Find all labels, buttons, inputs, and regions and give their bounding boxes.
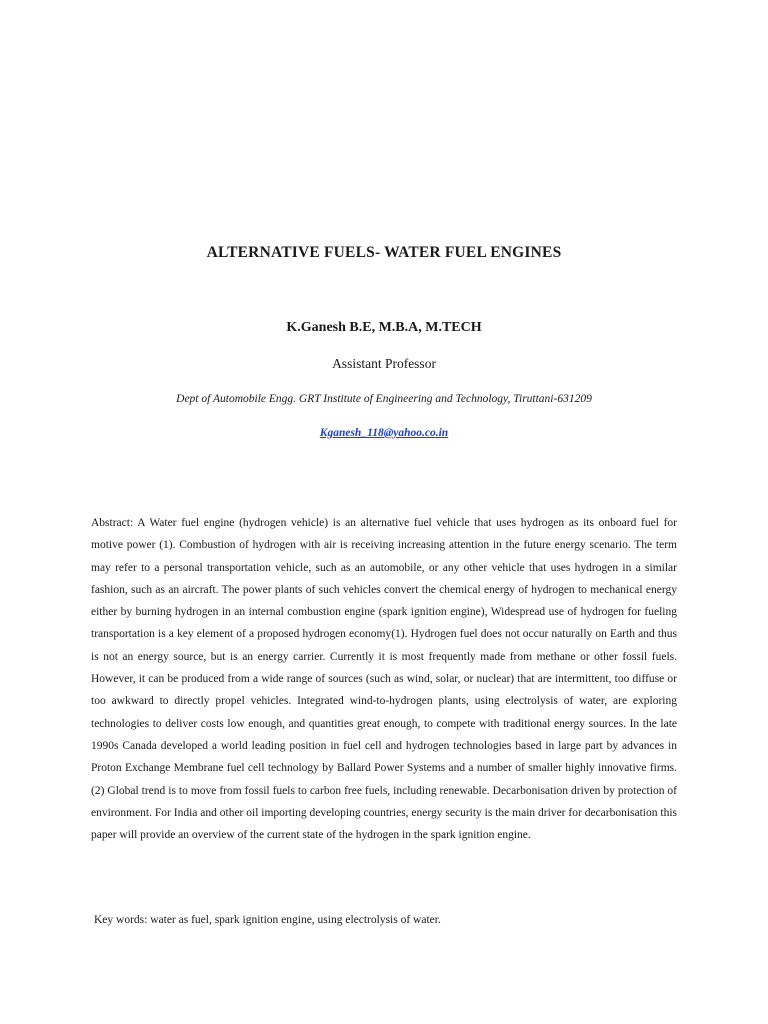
keywords-line: Key words: water as fuel, spark ignition engine, using electrolysis of water.: [94, 914, 441, 926]
email-link[interactable]: Kganesh_118@yahoo.co.in: [319, 427, 449, 439]
author-affiliation: Dept of Automobile Engg. GRT Institute of Engineering and Technology, Tiruttani-631209: [176, 393, 592, 405]
author-name: K.Ganesh B.E, M.B.A, M.TECH: [286, 320, 482, 335]
paper-title: ALTERNATIVE FUELS- WATER FUEL ENGINES: [206, 244, 562, 261]
abstract-paragraph: Abstract: A Water fuel engine (hydrogen vehicle) is an alternative fuel vehicle that uses hydrogen as its onboard fuel for motive power (1). Combustion of hydrogen with air is receiving increasing attention in the future energy scenario. The term may refer to a personal transportation vehicle, such as an automobile, or any other vehicle that uses hydrogen in a similar fashion, such as an aircraft. The power plants of such vehicles convert the chemical energy of hydrogen to mechanical energy either by burning hydrogen in an internal combustion engine (spark ignition engine), Widespread use of hydrogen for fueling transportation is a key element of a proposed hydrogen economy(1). Hydrogen fuel does not occur naturally on Earth and thus is not an energy source, but is an energy carrier. Currently it is most frequently made from methane or other fossil fuels. However, it can be produced from a wide range of sources (such as wind, solar, or nuclear) that are intermittent, too diffuse or too awkward to directly propel vehicles. Integrated wind-to-hydrogen plants, using electrolysis of water, are exploring technologies to deliver costs low enough, and quantities great enough, to compete with traditional energy sources. In the late 1990s Canada developed a world leading position in fuel cell and hydrogen technologies based in large part by advances in Proton Exchange Membrane fuel cell technology by Ballard Power Systems and a number of smaller highly innovative firms.(2) Global trend is to move from fossil fuels to carbon free fuels, including renewable. Decarbonisation driven by protection of environment. For India and other oil importing developing countries, energy security is the main driver for decarbonisation this paper will provide an overview of the current state of the hydrogen in the spark ignition engine.: [91, 517, 677, 842]
author-email: [0, 427, 768, 439]
author-role: Assistant Professor: [332, 356, 436, 371]
